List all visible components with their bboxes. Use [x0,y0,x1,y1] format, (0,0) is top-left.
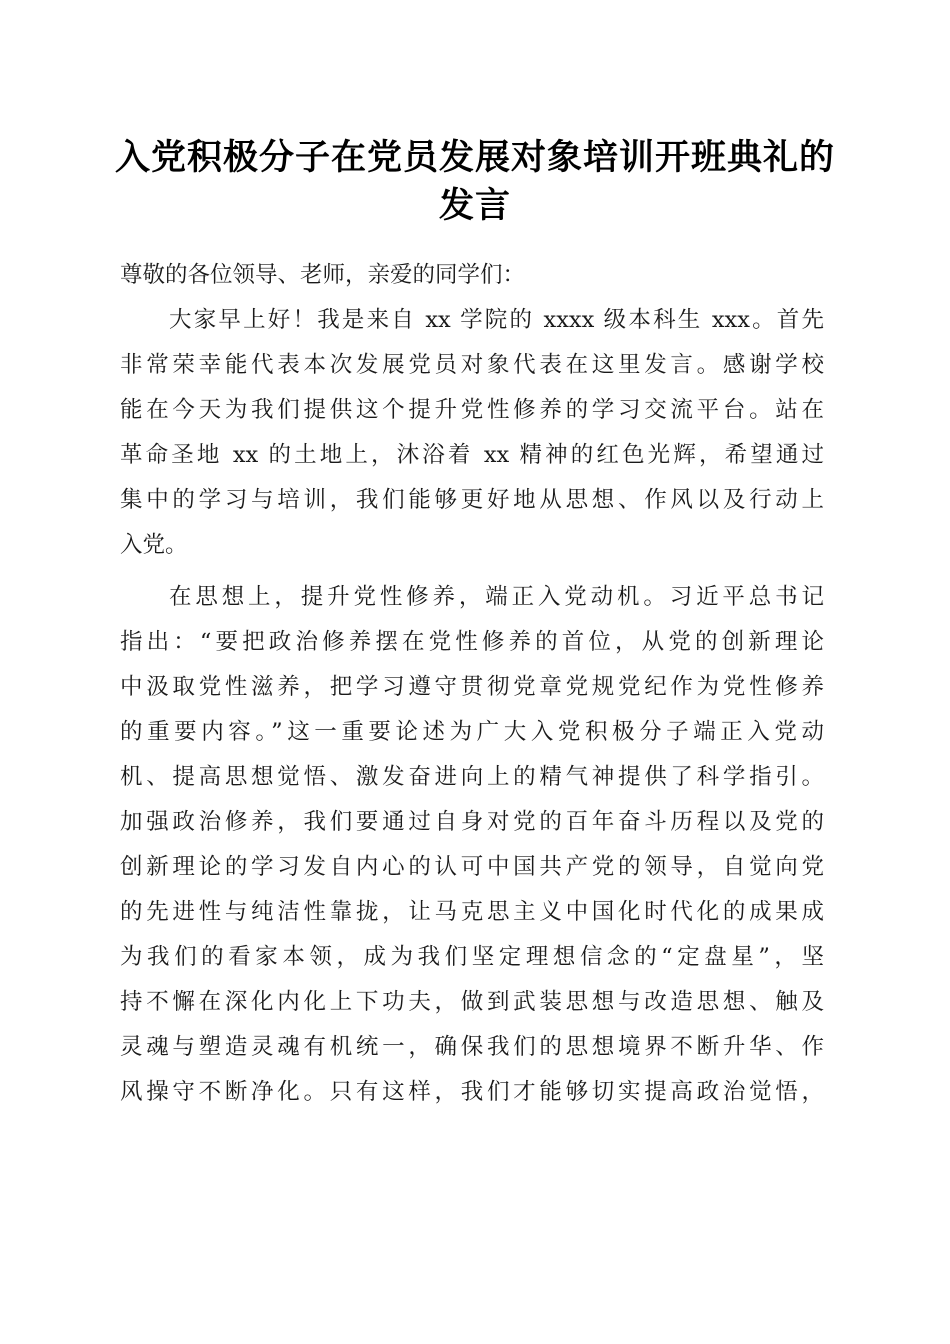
title-line-2: 发言 [438,185,511,226]
paragraph-line: 中汲取党性滋养，把学习遵守贯彻党章党规党纪作为党性修养 [120,674,824,700]
paragraph-line: 的重要内容。”这一重要论述为广大入党积极分子端正入党动 [120,719,824,745]
paragraph-line: 为我们的看家本领，成为我们坚定理想信念的“定盘星”，坚 [120,944,824,970]
paragraph-line: 机、提高思想觉悟、激发奋进向上的精气神提供了科学指引。 [120,764,824,790]
paragraph-line: 灵魂与塑造灵魂有机统一，确保我们的思想境界不断升华、作 [120,1034,824,1060]
paragraph-line: 风操守不断净化。只有这样，我们才能够切实提高政治觉悟， [120,1079,824,1105]
paragraph-line: 集中的学习与培训，我们能够更好地从思想、作风以及行动上 [120,487,824,513]
paragraph-line: 创新理论的学习发自内心的认可中国共产党的领导，自觉向党 [120,854,824,880]
paragraph-line: 革命圣地 xx 的土地上，沐浴着 xx 精神的红色光辉，希望通过 [120,442,824,468]
paragraph-line: 非常荣幸能代表本次发展党员对象代表在这里发言。感谢学校 [120,352,824,378]
salutation: 尊敬的各位领导、老师，亲爱的同学们： [120,262,526,288]
title-line-1: 入党积极分子在党员发展对象培训开班典礼的 [114,137,835,178]
paragraph-line: 大家早上好！我是来自 xx 学院的 xxxx 级本科生 xxx。首先 [169,307,824,333]
paragraph-line: 在思想上，提升党性修养，端正入党动机。习近平总书记 [169,584,824,610]
paragraph-line: 入党。 [120,532,188,558]
document-body [120,253,824,1115]
document-title [100,134,850,230]
paragraph-line: 持不懈在深化内化上下功夫，做到武装思想与改造思想、触及 [120,989,824,1015]
paragraph-line: 指出：“要把政治修养摆在党性修养的首位，从党的创新理论 [120,629,824,655]
paragraph-line: 的先进性与纯洁性靠拢，让马克思主义中国化时代化的成果成 [120,899,824,925]
paragraph-line: 加强政治修养，我们要通过自身对党的百年奋斗历程以及党的 [120,809,824,835]
paragraph-line: 能在今天为我们提供这个提升党性修养的学习交流平台。站在 [120,397,824,423]
